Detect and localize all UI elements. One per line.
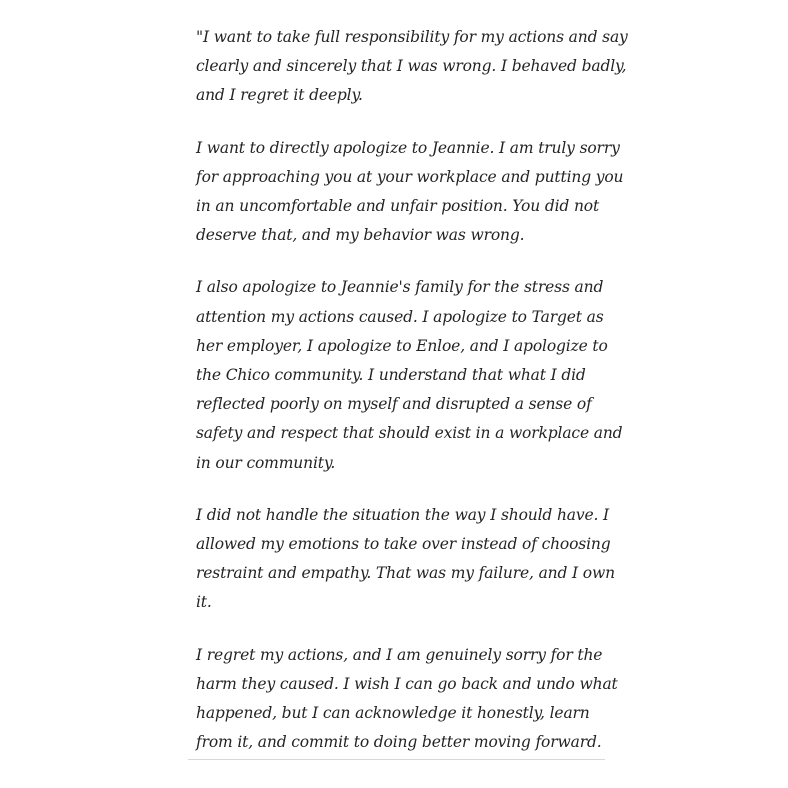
text-line: for approaching you at your workplace and putting you — [196, 167, 624, 186]
apology-statement — [188, 23, 628, 760]
text-line: happened, but I can acknowledge it honestly, learn — [196, 704, 590, 723]
text-line: in an uncomfortable and unfair position. You did not — [196, 197, 600, 216]
text-line: her employer, I apologize to Enloe, and I apologize to — [196, 336, 608, 355]
text-line: I regret my actions, and I am genuinely sorry for the — [196, 645, 603, 664]
text-line: it. — [196, 593, 212, 612]
text-line: I want to directly apologize to Jeannie. I am truly sorry — [196, 138, 620, 157]
text-line: and I regret it deeply. — [196, 86, 363, 105]
text-line: the Chico community. I understand that what I did — [196, 366, 586, 385]
paragraph-apology-jeannie — [196, 134, 624, 251]
text-line: harm they caused. I wish I can go back and undo what — [196, 674, 618, 693]
paragraph-failure — [196, 501, 615, 618]
text-line: safety and respect that should exist in a workplace and — [196, 424, 623, 443]
text-line: I also apologize to Jeannie's family for the stress and — [196, 278, 604, 297]
paragraph-regret — [196, 641, 618, 758]
text-line: I did not handle the situation the way I should have. I — [196, 505, 610, 524]
text-line: "I want to take full responsibility for my actions and say — [196, 28, 628, 46]
text-line: from it, and commit to doing better moving forward. — [196, 733, 602, 752]
text-line: deserve that, and my behavior was wrong. — [196, 226, 525, 245]
text-line: attention my actions caused. I apologize to Target as — [196, 307, 604, 326]
text-line: restraint and empathy. That was my failure, and I own — [196, 564, 615, 583]
text-line: in our community. — [196, 453, 336, 472]
paragraph-apology-family-community — [196, 273, 623, 477]
paragraph-responsibility — [196, 23, 628, 111]
text-line: allowed my emotions to take over instead of choosing — [196, 535, 611, 554]
text-line: reflected poorly on myself and disrupted a sense of — [196, 395, 592, 414]
text-line: clearly and sincerely that I was wrong. I behaved badly, — [196, 57, 627, 76]
